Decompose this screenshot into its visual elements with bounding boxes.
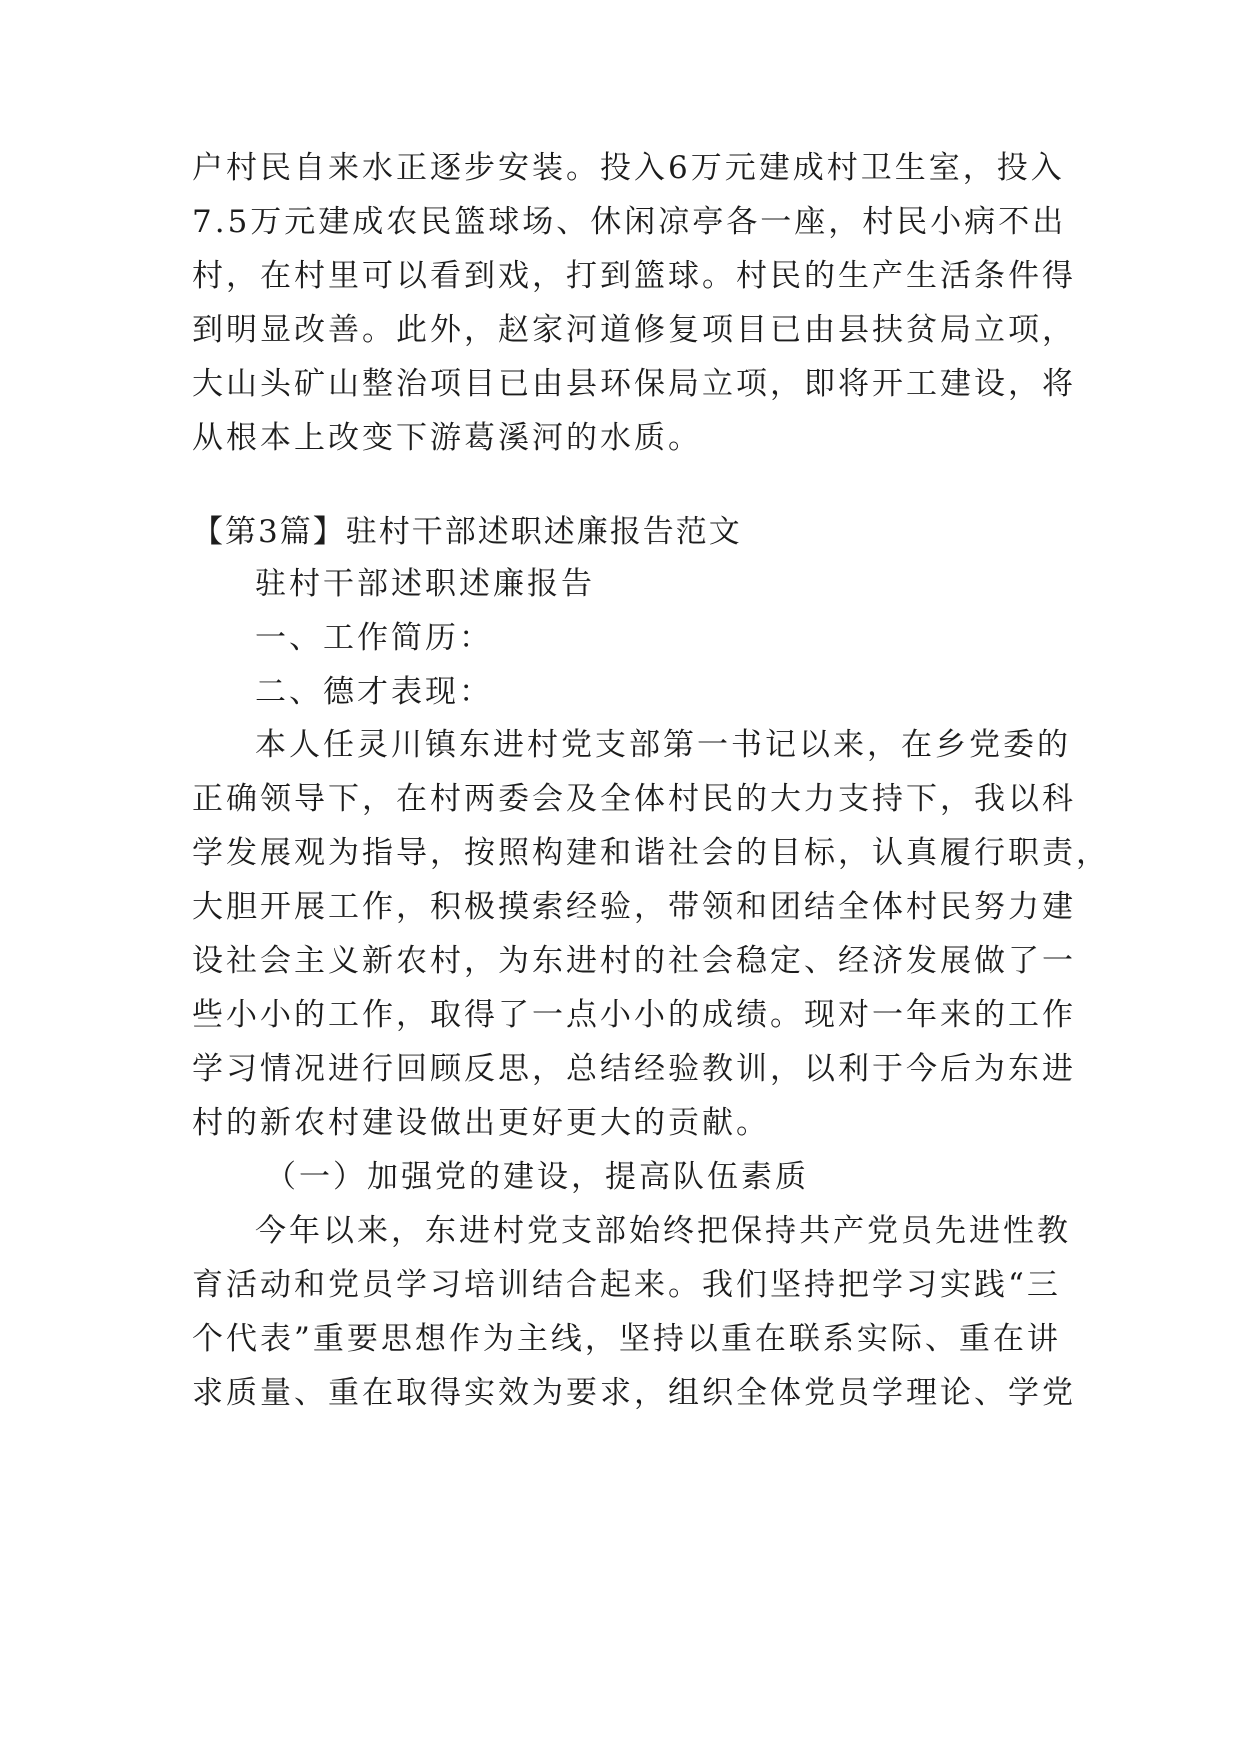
paragraph-1-line-8: 村的新农村建设做出更好更大的贡献。 [192, 1105, 770, 1141]
paragraph-1-line-3: 学发展观为指导，按照构建和谐社会的目标，认真履行职责， [192, 835, 1110, 871]
article-heading: 【第3篇】驻村干部述职述廉报告范文 [192, 514, 742, 550]
section-performance: 二、德才表现： [255, 674, 493, 710]
paragraph-2-line-3: 个代表”重要思想作为主线，坚持以重在联系实际、重在讲 [192, 1321, 1061, 1357]
continuation-line-4: 到明显改善。此外，赵家河道修复项目已由县扶贫局立项， [192, 312, 1076, 348]
continuation-line-5: 大山头矿山整治项目已由县环保局立项，即将开工建设，将 [192, 366, 1076, 402]
subsection-heading: （一）加强党的建设，提高队伍素质 [265, 1159, 809, 1195]
paragraph-1-line-1: 本人任灵川镇东进村党支部第一书记以来，在乡党委的 [255, 727, 1071, 763]
paragraph-1-line-4: 大胆开展工作，积极摸索经验，带领和团结全体村民努力建 [192, 889, 1076, 925]
continuation-line-3: 村，在村里可以看到戏，打到篮球。村民的生产生活条件得 [192, 258, 1076, 294]
paragraph-2-line-4: 求质量、重在取得实效为要求，组织全体党员学理论、学党 [192, 1375, 1076, 1411]
paragraph-1-line-6: 些小小的工作，取得了一点小小的成绩。现对一年来的工作 [192, 997, 1076, 1033]
paragraph-1-line-2: 正确领导下，在村两委会及全体村民的大力支持下，我以科 [192, 781, 1076, 817]
continuation-line-1: 户村民自来水正逐步安装。投入6万元建成村卫生室，投入 [192, 150, 1065, 186]
continuation-line-2: 7.5万元建成农民篮球场、休闲凉亭各一座，村民小病不出 [192, 204, 1067, 240]
report-title: 驻村干部述职述廉报告 [255, 566, 595, 602]
paragraph-1-line-7: 学习情况进行回顾反思，总结经验教训，以利于今后为东进 [192, 1051, 1076, 1087]
paragraph-2-line-1: 今年以来，东进村党支部始终把保持共产党员先进性教 [255, 1213, 1071, 1249]
continuation-line-6: 从根本上改变下游葛溪河的水质。 [192, 420, 702, 456]
paragraph-2-line-2: 育活动和党员学习培训结合起来。我们坚持把学习实践“三 [192, 1267, 1061, 1303]
section-work-history: 一、工作简历： [255, 620, 493, 656]
paragraph-1-line-5: 设社会主义新农村，为东进村的社会稳定、经济发展做了一 [192, 943, 1076, 979]
